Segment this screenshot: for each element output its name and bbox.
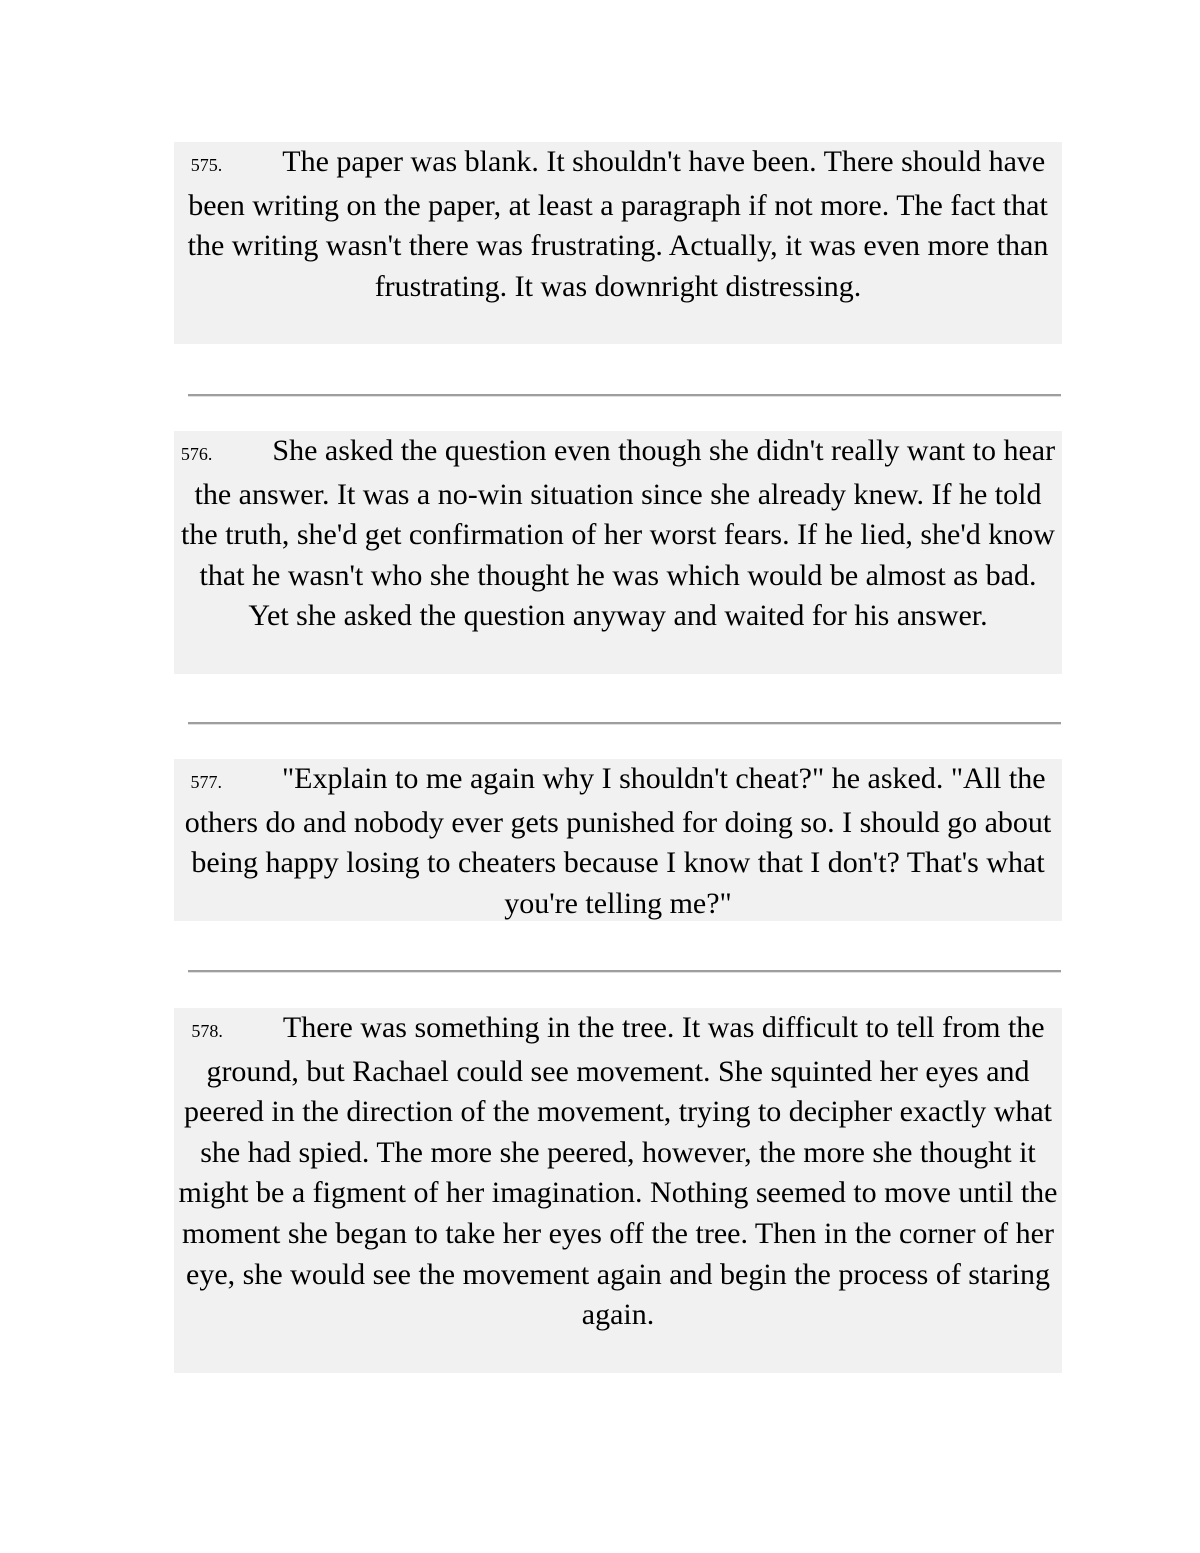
entry-number: 576. [180,444,213,464]
divider [188,722,1061,725]
entry-text: The paper was blank. It shouldn't have been. There should have been writing on the paper, at least a paragraph if not more. The fact that the writing wasn't there was frustrating. Actually, it was even more than frustrating. It was downright distressing. [187,145,1049,303]
entry-577 [174,759,1062,921]
entry-number: 575. [190,155,223,175]
entry-578 [174,1008,1062,1373]
entry-575 [174,142,1062,344]
entry-text: There was something in the tree. It was difficult to tell from the ground, but Rachael could see movement. She squinted her eyes and peered in the direction of the movement, trying to decipher exactly what she had spied. The more she peered, however, the more she thought it might be a figment of her imagination. Nothing seemed to move until the moment she began to take her eyes off the tree. Then in the corner of her eye, she would see the movement again and begin the process of staring again. [178,1011,1058,1332]
entry-text: She asked the question even though she didn't really want to hear the answer. It was a no-win situation since she already knew. If he told the truth, she'd get confirmation of her worst fears. If he lied, she'd know that he wasn't who she thought he was which would be almost as bad. Yet she asked the question anyway and waited for his answer. [181,434,1056,633]
entry-576 [174,431,1062,674]
entry-number: 578. [191,1021,223,1041]
divider [188,394,1061,397]
entry-number: 577. [190,772,222,792]
divider [188,970,1061,973]
entry-text: "Explain to me again why I shouldn't cheat?" he asked. "All the others do and nobody ever gets punished for doing so. I should go about being happy losing to cheaters because I know that I don't? That's what you're telling me?" [184,762,1052,920]
